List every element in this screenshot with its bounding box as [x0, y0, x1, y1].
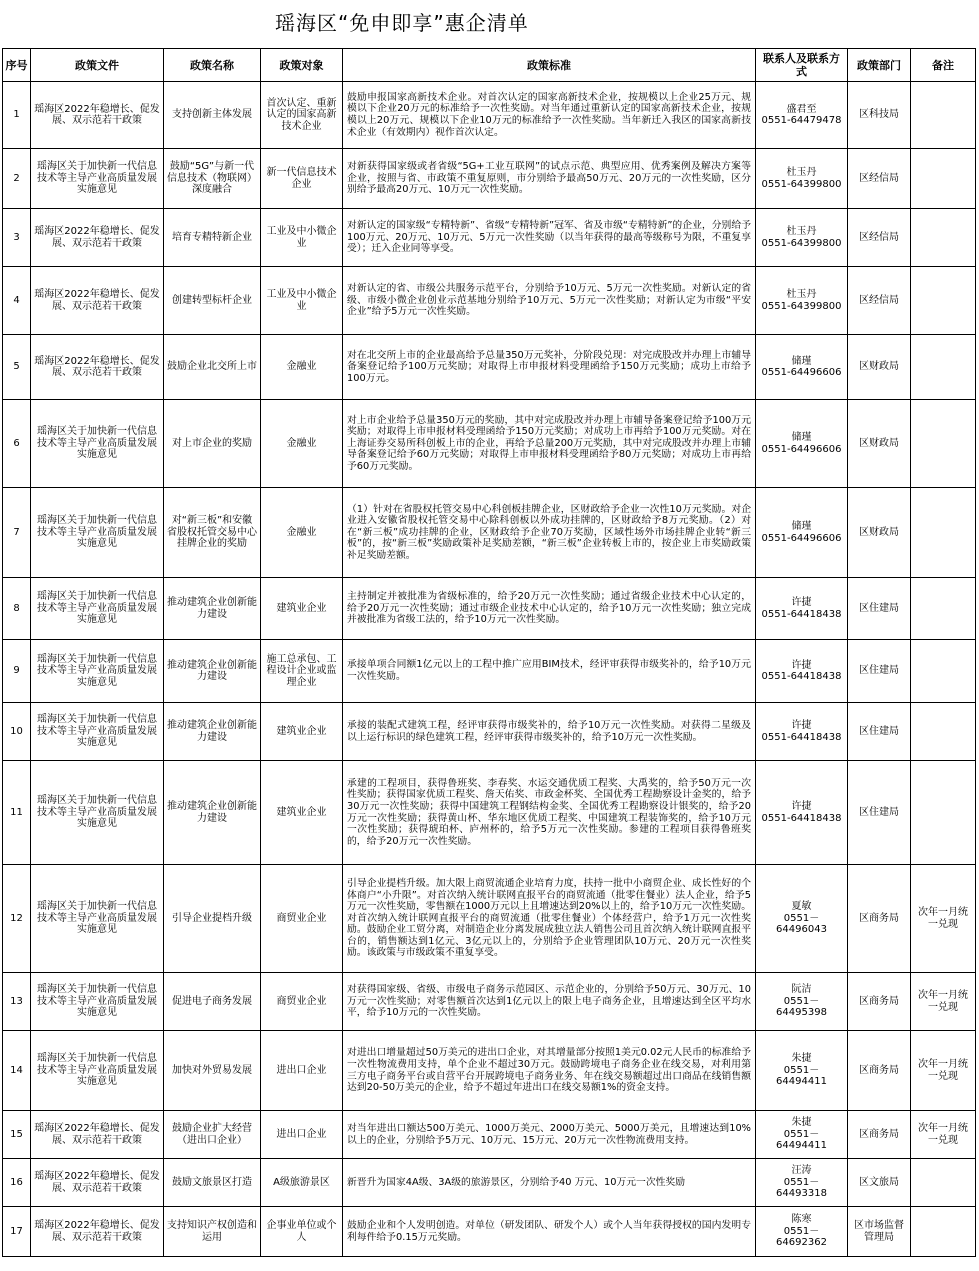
- header-name: 政策名称: [164, 49, 261, 82]
- table-row: [3, 761, 976, 865]
- table-row: [3, 1031, 976, 1111]
- page-title: 瑶海区“免申即享”惠企清单: [275, 11, 529, 35]
- cell-policy-target: 商贸业企业: [261, 865, 343, 973]
- contact-phone: 0551－64494411: [776, 1064, 827, 1088]
- table-row: [3, 400, 976, 488]
- cell-no: 16: [3, 1159, 31, 1207]
- contact-phone: 0551-64418438: [761, 671, 842, 682]
- cell-dept: 区科技局: [848, 82, 911, 149]
- table-row: [3, 209, 976, 267]
- contact-name: 杜玉丹: [786, 167, 817, 178]
- contact-name: 阮洁: [791, 984, 812, 996]
- cell-policy-name: 推动建筑企业创新能力建设: [164, 703, 261, 761]
- cell-dept: 区商务局: [848, 1031, 911, 1111]
- cell-dept: 区住建局: [848, 761, 911, 865]
- contact-name: 陈寒: [791, 1214, 812, 1226]
- cell-policy-file: 瑶海区关于加快新一代信息技术等主导产业高质量发展实施意见: [31, 640, 164, 703]
- cell-policy-target: 施工总承包、工程设计企业或监理企业: [261, 640, 343, 703]
- contact-phone: 0551-64418438: [761, 608, 842, 620]
- cell-policy-standard: 主持制定并被批准为省级标准的，给予20万元一次性奖励；通过省级企业技术中心认定的，给予20万元一次性奖励；通过市级企业技术中心认定的，给予10万元一次性奖励；独立完成并被批准为省级工法的，给予10万元一次性奖励。: [343, 578, 756, 640]
- table-row: [3, 1159, 976, 1207]
- table-row: [3, 488, 976, 578]
- cell-dept: 区住建局: [848, 640, 911, 703]
- contact-name: 储瑾: [791, 355, 812, 367]
- cell-policy-name: 对上市企业的奖励: [164, 400, 261, 488]
- cell-note: [911, 209, 976, 267]
- table-row: [3, 335, 976, 400]
- cell-policy-file: 瑶海区关于加快新一代信息技术等主导产业高质量发展实施意见: [31, 400, 164, 488]
- cell-policy-name: 加快对外贸易发展: [164, 1031, 261, 1111]
- contact-name: 许捷: [791, 659, 812, 671]
- cell-policy-target: 建筑业企业: [261, 703, 343, 761]
- cell-dept: 区财政局: [848, 335, 911, 400]
- cell-contact: [756, 1031, 848, 1111]
- cell-no: 11: [3, 761, 31, 865]
- cell-contact: [756, 578, 848, 640]
- cell-policy-name: 对“新三板”和安徽省股权托管交易中心挂牌企业的奖励: [164, 488, 261, 578]
- cell-dept: 区经信局: [848, 209, 911, 267]
- table-row: [3, 640, 976, 703]
- cell-policy-standard: 新晋升为国家4A级、3A级的旅游景区，分别给予40 万元、10万元一次性奖励: [343, 1159, 756, 1207]
- table-body: [3, 82, 976, 1257]
- cell-contact: [756, 149, 848, 209]
- cell-policy-target: 建筑业企业: [261, 761, 343, 865]
- contact-phone: 0551-64418438: [761, 812, 842, 824]
- cell-no: 17: [3, 1207, 31, 1257]
- cell-policy-file: 瑶海区关于加快新一代信息技术等主导产业高质量发展实施意见: [31, 149, 164, 209]
- cell-policy-file: 瑶海区2022年稳增长、促发展、双示范若干政策: [31, 1207, 164, 1257]
- cell-policy-file: 瑶海区2022年稳增长、促发展、双示范若干政策: [31, 1159, 164, 1207]
- cell-policy-name: 推动建筑企业创新能力建设: [164, 761, 261, 865]
- cell-policy-name: 鼓励“5G”与新一代信息技术（物联网）深度融合: [164, 149, 261, 209]
- cell-dept: 区商务局: [848, 865, 911, 973]
- cell-note: [911, 149, 976, 209]
- cell-policy-file: 瑶海区2022年稳增长、促发展、双示范若干政策: [31, 209, 164, 267]
- cell-note: 次年一月统一兑现: [911, 1111, 976, 1159]
- header-standard: 政策标准: [343, 49, 756, 82]
- table-row: [3, 1207, 976, 1257]
- cell-note: [911, 640, 976, 703]
- cell-policy-name: 促进电子商务发展: [164, 973, 261, 1031]
- contact-phone: 0551-64496606: [761, 532, 842, 544]
- cell-no: 5: [3, 335, 31, 400]
- contact-phone: 0551-64399800: [761, 237, 842, 249]
- cell-policy-file: 瑶海区关于加快新一代信息技术等主导产业高质量发展实施意见: [31, 703, 164, 761]
- contact-name: 朱捷: [791, 1117, 812, 1129]
- cell-dept: 区住建局: [848, 578, 911, 640]
- contact-phone: 0551－64495398: [776, 995, 827, 1019]
- cell-policy-standard: 对当年进出口额达500万美元、1000万美元、2000万美元、5000万美元，且增速达到10%以上的企业，分别给予5万元、10万元、15万元、20万元一次性物流费用支持。: [343, 1111, 756, 1159]
- cell-no: 2: [3, 149, 31, 209]
- cell-contact: [756, 1159, 848, 1207]
- contact-phone: 0551-64496606: [761, 367, 842, 378]
- cell-policy-standard: 承接的装配式建筑工程，经评审获得市级奖补的，给予10万元一次性奖励。对获得二星级及以上运行标识的绿色建筑工程，经评审获得市级奖补的，给予10万元一次性奖励。: [343, 703, 756, 761]
- cell-note: [911, 761, 976, 865]
- cell-policy-file: 瑶海区关于加快新一代信息技术等主导产业高质量发展实施意见: [31, 973, 164, 1031]
- cell-note: [911, 400, 976, 488]
- table-row: [3, 267, 976, 335]
- cell-policy-standard: 对上市企业给予总量350万元的奖励，其中对完成股改并办理上市辅导备案登记给予100万元奖励；对取得上市申报材料受理函给予150万元奖励；对成功上市再给予100万元奖励。对在上海证券交易所科创板上市的企业，再给予总量200万元奖励，其中对完成股改并办理上市辅导备案登记给予60万元奖励；对取得上市申报材料受理函给予80万元奖励；对成功上市再给予60万元奖励。: [343, 400, 756, 488]
- cell-policy-file: 瑶海区关于加快新一代信息技术等主导产业高质量发展实施意见: [31, 488, 164, 578]
- cell-dept: 区文旅局: [848, 1159, 911, 1207]
- header-target: 政策对象: [261, 49, 343, 82]
- contact-name: 许捷: [791, 597, 812, 608]
- cell-policy-standard: 对新认定的国家级“专精特新”、省级“专精特新”冠军、省及市级“专精特新”的企业，分别给予100万元、20万元、10万元、5万元一次性奖励（以当年获得的最高等级称号为限，不重复享受）；迁入企业同等享受。: [343, 209, 756, 267]
- cell-contact: [756, 703, 848, 761]
- cell-policy-standard: 鼓励企业和个人发明创造。对单位（研发团队、研发个人）或个人当年获得授权的国内发明专利每件给予0.15万元奖励。: [343, 1207, 756, 1257]
- cell-no: 10: [3, 703, 31, 761]
- contact-phone: 0551-64418438: [761, 731, 842, 743]
- cell-dept: 区商务局: [848, 973, 911, 1031]
- cell-policy-name: 鼓励企业扩大经营（进出口企业）: [164, 1111, 261, 1159]
- cell-policy-target: 首次认定、重新认定的国家高新技术企业: [261, 82, 343, 149]
- contact-name: 盛君至: [786, 103, 817, 115]
- cell-contact: [756, 1111, 848, 1159]
- contact-phone: 0551-64496606: [761, 443, 842, 455]
- cell-policy-file: 瑶海区2022年稳增长、促发展、双示范若干政策: [31, 82, 164, 149]
- cell-policy-target: A级旅游景区: [261, 1159, 343, 1207]
- header-dept: 政策部门: [848, 49, 911, 82]
- header-file: 政策文件: [31, 49, 164, 82]
- cell-policy-target: 商贸业企业: [261, 973, 343, 1031]
- cell-dept: 区经信局: [848, 267, 911, 335]
- cell-contact: [756, 267, 848, 335]
- table-row: [3, 703, 976, 761]
- cell-dept: 区财政局: [848, 488, 911, 578]
- cell-policy-standard: 对新认定的省、市级公共服务示范平台，分别给予10万元、5万元一次性奖励。对新认定的省级、市级小微企业创业示范基地分别给予10万元、5万元一次性奖励；对新认定为市级“平安企业”给予5万元一次性奖励。: [343, 267, 756, 335]
- cell-policy-file: 瑶海区2022年稳增长、促发展、双示范若干政策: [31, 1111, 164, 1159]
- contact-name: 许捷: [791, 720, 812, 731]
- cell-policy-standard: 承接单项合同额1亿元以上的工程中推广应用BIM技术，经评审获得市级奖补的，给予10万元一次性奖励。: [343, 640, 756, 703]
- cell-policy-name: 鼓励企业北交所上市: [164, 335, 261, 400]
- header-contact: 联系人及联系方式: [756, 49, 848, 82]
- cell-contact: [756, 973, 848, 1031]
- cell-dept: 区经信局: [848, 149, 911, 209]
- cell-policy-standard: 对进出口增量超过50万美元的进出口企业，对其增量部分按照1美元0.02元人民币的标准给予一次性物流费用支持，单个企业不超过30万元。鼓励跨境电子商务企业在线交易，对利用第三方电子商务平台或自营平台开展跨境电子商务业务、年在线交易额超过出口商品在线销售额达到20-50万美元的企业，给予不超过年进出口在线交易额1%的资金支持。: [343, 1031, 756, 1111]
- cell-policy-standard: 对在北交所上市的企业最高给予总量350万元奖补，分阶段兑现：对完成股改并办理上市辅导备案登记给予100万元奖励；对取得上市申报材料受理函给予150万元奖励；成功上市给予100万元。: [343, 335, 756, 400]
- table-row: [3, 1111, 976, 1159]
- contact-name: 许捷: [791, 801, 812, 812]
- cell-policy-target: 进出口企业: [261, 1031, 343, 1111]
- table-row: [3, 82, 976, 149]
- cell-policy-target: 建筑业企业: [261, 578, 343, 640]
- cell-contact: [756, 761, 848, 865]
- cell-policy-standard: 对新获得国家级或者省级“5G+工业互联网”的试点示范、典型应用、优秀案例及解决方案等企业，按照与省、市政策不重复原则，市分别给予最高50万元、20万元的一次性奖励，区分别给予最高20万元、10万元一次性奖励。: [343, 149, 756, 209]
- cell-policy-standard: 对获得国家级、省级、市级电子商务示范园区、示范企业的，分别给予50万元、30万元、10万元一次性奖励；对零售额首次达到1亿元以上的限上电子商务企业，且增速达到全区平均水平，给予10万元的一次性奖励。: [343, 973, 756, 1031]
- cell-no: 8: [3, 578, 31, 640]
- cell-policy-target: 金融业: [261, 488, 343, 578]
- contact-name: 杜玉丹: [786, 226, 817, 237]
- cell-policy-target: 工业及中小微企业: [261, 209, 343, 267]
- cell-policy-target: 进出口企业: [261, 1111, 343, 1159]
- cell-dept: 区商务局: [848, 1111, 911, 1159]
- cell-contact: [756, 865, 848, 973]
- cell-note: [911, 488, 976, 578]
- cell-no: 12: [3, 865, 31, 973]
- cell-policy-target: 新一代信息技术企业: [261, 149, 343, 209]
- cell-note: 次年一月统一兑现: [911, 865, 976, 973]
- cell-contact: [756, 335, 848, 400]
- cell-policy-name: 培育专精特新企业: [164, 209, 261, 267]
- cell-note: [911, 82, 976, 149]
- cell-note: [911, 1159, 976, 1207]
- cell-policy-file: 瑶海区关于加快新一代信息技术等主导产业高质量发展实施意见: [31, 865, 164, 973]
- cell-policy-name: 引导企业提档升级: [164, 865, 261, 973]
- cell-note: [911, 335, 976, 400]
- table-row: [3, 865, 976, 973]
- contact-phone: 0551-64399800: [761, 300, 842, 312]
- cell-contact: [756, 209, 848, 267]
- contact-name: 储瑾: [791, 521, 812, 532]
- policy-table: [2, 48, 976, 1257]
- cell-policy-target: 金融业: [261, 400, 343, 488]
- cell-policy-file: 瑶海区关于加快新一代信息技术等主导产业高质量发展实施意见: [31, 1031, 164, 1111]
- cell-no: 9: [3, 640, 31, 703]
- contact-name: 杜玉丹: [786, 289, 817, 300]
- cell-note: [911, 1207, 976, 1257]
- cell-contact: [756, 400, 848, 488]
- cell-policy-standard: （1）针对在省股权托管交易中心科创板挂牌企业，区财政给予企业一次性10万元奖励。对企业进入安徽省股权托管交易中心除科创板以外成功挂牌的，区财政给予8万元奖励。（2）对在“新三板”成功挂牌的企业，区财政给予企业70万奖励，区域性场外市场挂牌企业转“新三板”的，按“新三板”奖励政策补足奖励差额，“新三板”企业转板上市的，按企业上市奖励政策补足奖励差额。: [343, 488, 756, 578]
- contact-name: 储瑾: [791, 432, 812, 443]
- header-note: 备注: [911, 49, 976, 82]
- cell-policy-name: 支持知识产权创造和运用: [164, 1207, 261, 1257]
- cell-policy-file: 瑶海区关于加快新一代信息技术等主导产业高质量发展实施意见: [31, 761, 164, 865]
- cell-no: 15: [3, 1111, 31, 1159]
- cell-no: 6: [3, 400, 31, 488]
- header-no: 序号: [3, 49, 31, 82]
- cell-policy-standard: 鼓励申报国家高新技术企业。对首次认定的国家高新技术企业，按规模以上企业25万元、规模以下企业20万元的标准给予一次性奖励。对当年通过重新认定的国家高新技术企业，按规模以上20万元、规模以下企业10万元的标准给予一次性奖励。当年新迁入我区的国家高新技术企业（有效期内）视作首次认定。: [343, 82, 756, 149]
- cell-note: [911, 703, 976, 761]
- cell-policy-file: 瑶海区关于加快新一代信息技术等主导产业高质量发展实施意见: [31, 578, 164, 640]
- contact-phone: 0551-64479478: [761, 115, 842, 126]
- cell-policy-standard: 承建的工程项目，获得鲁班奖、李春奖、水运交通优质工程奖、大禹奖的，给予50万元一次性奖励；获得国家优质工程奖、詹天佑奖、市政金杯奖、全国优秀工程勘察设计金奖的，给予30万元一次性奖励；获得中国建筑工程钢结构金奖、全国优秀工程勘察设计银奖的，给予20万元一次性奖励；获得黄山杯、华东地区优质工程奖、中国建筑工程装饰奖的，给予10万元一次性奖励；获得琥珀杯、庐州杯的，给予5万元一次性奖励。参建的工程项目获得鲁班奖的，给予20万元一次性奖励。: [343, 761, 756, 865]
- cell-no: 3: [3, 209, 31, 267]
- table-row: [3, 973, 976, 1031]
- cell-contact: [756, 1207, 848, 1257]
- cell-contact: [756, 488, 848, 578]
- table-row: [3, 578, 976, 640]
- cell-contact: [756, 640, 848, 703]
- cell-policy-name: 推动建筑企业创新能力建设: [164, 640, 261, 703]
- cell-dept: 区财政局: [848, 400, 911, 488]
- cell-no: 4: [3, 267, 31, 335]
- cell-dept: 区住建局: [848, 703, 911, 761]
- cell-policy-name: 创建转型标杆企业: [164, 267, 261, 335]
- table-row: [3, 149, 976, 209]
- contact-name: 朱捷: [791, 1053, 812, 1065]
- table-header-row: [3, 49, 976, 82]
- cell-note: 次年一月统一兑现: [911, 1031, 976, 1111]
- contact-phone: 0551－64494411: [776, 1128, 827, 1152]
- cell-note: [911, 578, 976, 640]
- contact-name: 夏敏: [791, 901, 812, 913]
- cell-dept: 区市场监督管理局: [848, 1207, 911, 1257]
- contact-phone: 0551－64496043: [776, 912, 827, 936]
- cell-policy-name: 鼓励文旅景区打造: [164, 1159, 261, 1207]
- contact-name: 汪涛: [791, 1165, 812, 1177]
- contact-phone: 0551－64493318: [776, 1176, 827, 1200]
- contact-phone: 0551-64399800: [761, 178, 842, 190]
- cell-policy-file: 瑶海区2022年稳增长、促发展、双示范若干政策: [31, 267, 164, 335]
- cell-no: 13: [3, 973, 31, 1031]
- cell-policy-standard: 引导企业提档升级。加大限上商贸流通企业培育力度，扶持一批中小商贸企业、成长性好的个体商户“小升限”。对首次纳入统计联网直报平台的商贸流通（批零住餐业）法人企业，给予5万元一次性奖励，零售额在1000万元以上且增速达到20%以上的，给予10万元一次性奖励。对首次纳入统计联网直报平台的商贸流通（批零住餐业）个体经营户，给予1万元一次性奖励。鼓励企业工贸分离，对制造企业分离发展成独立法人销售公司且首次纳入统计联网直报平台的，销售额达到1亿元、3亿元以上的，分别给予企业管理团队10万元、20万元一次性奖励。该政策与市级政策不重复享受。: [343, 865, 756, 973]
- cell-note: [911, 267, 976, 335]
- cell-policy-target: 企事业单位或个人: [261, 1207, 343, 1257]
- cell-no: 7: [3, 488, 31, 578]
- cell-policy-target: 金融业: [261, 335, 343, 400]
- cell-note: 次年一月统一兑现: [911, 973, 976, 1031]
- cell-no: 14: [3, 1031, 31, 1111]
- contact-phone: 0551－64692362: [776, 1225, 827, 1249]
- cell-contact: [756, 82, 848, 149]
- cell-policy-target: 工业及中小微企业: [261, 267, 343, 335]
- cell-policy-file: 瑶海区2022年稳增长、促发展、双示范若干政策: [31, 335, 164, 400]
- cell-no: 1: [3, 82, 31, 149]
- cell-policy-name: 支持创新主体发展: [164, 82, 261, 149]
- cell-policy-name: 推动建筑企业创新能力建设: [164, 578, 261, 640]
